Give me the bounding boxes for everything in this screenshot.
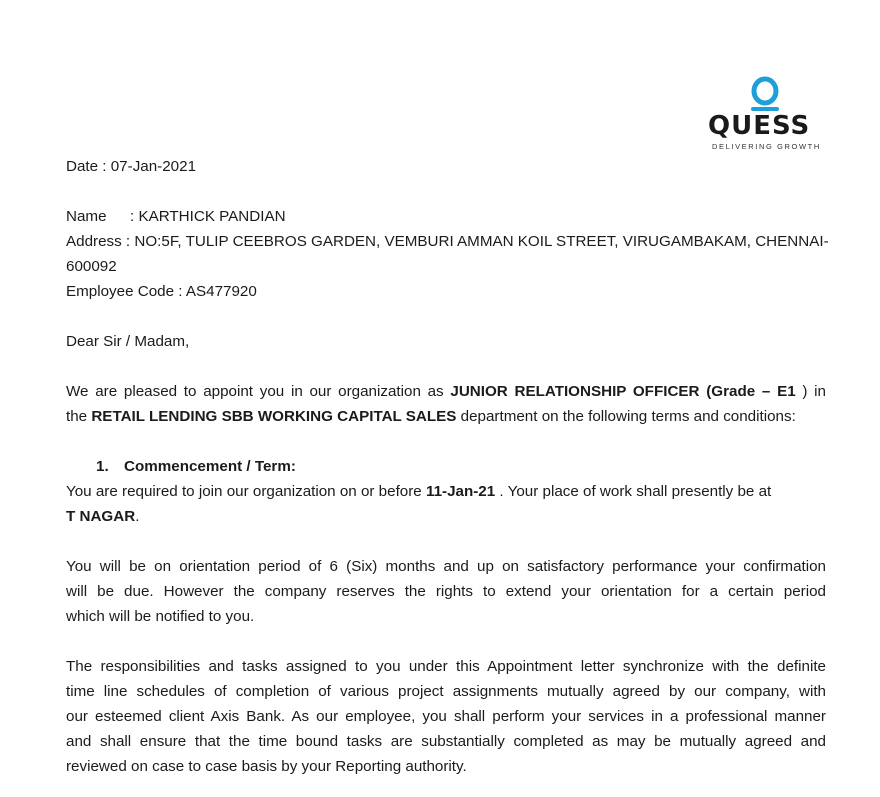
logo-wordmark: QUESS [708, 111, 811, 141]
company-logo [706, 76, 824, 154]
orientation-line1: You will be on orientation period of 6 (Six) months and up on satisfactory performance your confirmation [66, 558, 826, 575]
name-value: : KARTHICK PANDIAN [130, 208, 286, 225]
responsibilities-line3: our esteemed client Axis Bank. As our employee, you shall perform your services in a professional manner [66, 708, 826, 725]
work-location-suffix: . [135, 508, 140, 525]
orientation-line3: which will be notified to you. [66, 608, 255, 625]
section-heading-commencement [66, 454, 826, 479]
intro-text2: the [66, 408, 92, 425]
joining-text-end: . Your place of work shall presently be at [495, 483, 772, 500]
logo-tagline: DELIVERING GROWTH [712, 142, 821, 151]
intro-line2 [66, 404, 826, 429]
intro-text3: department on the following terms and conditions: [456, 408, 796, 425]
responsibilities-line2: time line schedules of completion of various project assignments mutually agreed by our company, with [66, 683, 826, 700]
recipient-name [66, 204, 826, 229]
employee-code: Employee Code : AS477920 [66, 283, 257, 300]
grade: (Grade – E1 [706, 383, 796, 400]
orientation-line2: will be due. However the company reserves the rights to extend your orientation for a certain period [66, 583, 826, 600]
responsibilities-line4: and shall ensure that the time bound tasks are substantially completed as may be mutually agreed and [66, 733, 826, 750]
letter-body [66, 154, 829, 779]
intro-line1 [66, 379, 826, 404]
responsibilities-line1: The responsibilities and tasks assigned to you under this Appointment letter synchronize with the definite [66, 658, 826, 675]
section-number: 1. [96, 458, 109, 475]
responsibilities-line5: reviewed on case to case basis by your Reporting authority. [66, 758, 467, 775]
letter-date: Date : 07-Jan-2021 [66, 158, 197, 175]
department: RETAIL LENDING SBB WORKING CAPITAL SALES [91, 408, 457, 425]
recipient-address-line1: Address : NO:5F, TULIP CEEBROS GARDEN, VEMBURI AMMAN KOIL STREET, VIRUGAMBAKAM, CHENNAI- [66, 233, 829, 250]
work-location-line [66, 504, 826, 529]
work-location: T NAGAR [66, 508, 136, 525]
joining-line [66, 479, 826, 504]
designation: JUNIOR RELATIONSHIP OFFICER [450, 383, 700, 400]
quess-q-icon [749, 76, 781, 112]
salutation: Dear Sir / Madam, [66, 333, 190, 350]
joining-text: You are required to join our organization on or before [66, 483, 426, 500]
intro-text: We are pleased to appoint you in our organization as [66, 383, 451, 400]
name-label: Name [66, 208, 107, 225]
joining-date: 11-Jan-21 [425, 483, 496, 500]
intro-text-end: ) in [795, 383, 826, 400]
section-title: Commencement / Term: [124, 458, 296, 475]
recipient-address-line2: 600092 [66, 258, 117, 275]
